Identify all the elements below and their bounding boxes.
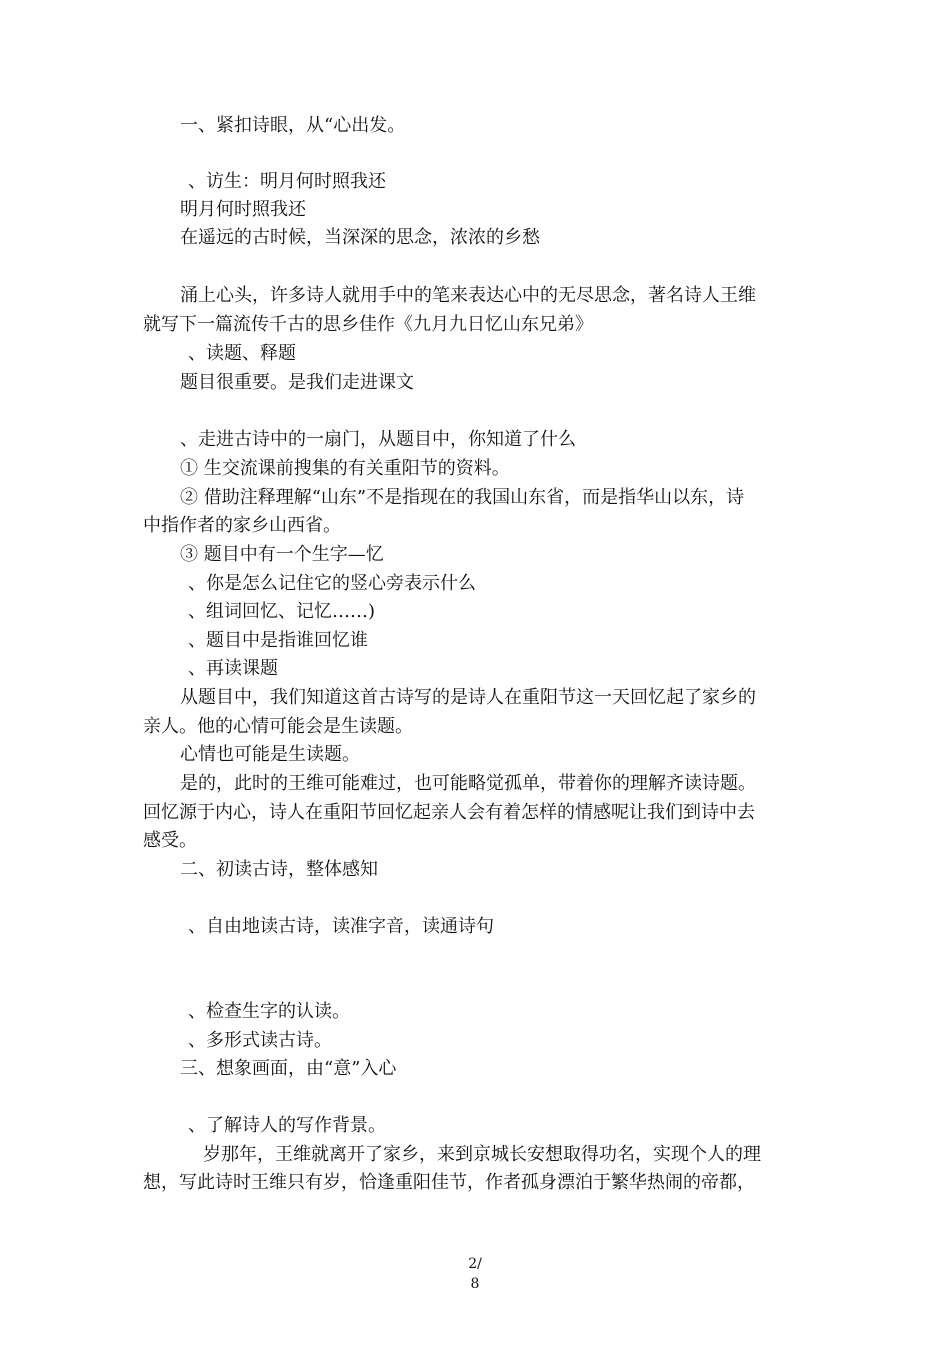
paragraph-line: 、走进古诗中的一扇门，从题目中，你知道了什么 <box>180 429 576 450</box>
paragraph-line: 亲人。他的心情可能会是生读题。 <box>143 716 413 737</box>
paragraph-line: 、再读课题 <box>188 658 278 679</box>
paragraph-line: 心情也可能是生读题。 <box>180 744 360 765</box>
paragraph-line: 从题目中，我们知道这首古诗写的是诗人在重阳节这一天回忆起了家乡的 <box>180 687 756 708</box>
heading-3: 三、想象画面，由“意”入心 <box>180 1058 397 1079</box>
paragraph-line: 、自由地读古诗，读准字音，读通诗句 <box>188 916 494 937</box>
paragraph-line: 、你是怎么记住它的竖心旁表示什么 <box>188 573 476 594</box>
paragraph-line: 回忆源于内心，诗人在重阳节回忆起亲人会有着怎样的情感呢让我们到诗中去 <box>143 802 755 823</box>
paragraph-line: 就写下一篇流传千古的思乡佳作《九月九日忆山东兄弟》 <box>143 314 593 335</box>
paragraph-line: 题目很重要。是我们走进课文 <box>180 372 414 393</box>
paragraph-line: 岁那年，王维就离开了家乡，来到京城长安想取得功名，实现个人的理 <box>203 1144 761 1165</box>
page-total: 8 <box>470 1276 480 1292</box>
paragraph-line: 想，写此诗时王维只有岁，恰逢重阳佳节，作者孤身漂泊于繁华热闹的帝都， <box>143 1172 755 1193</box>
paragraph-line: 是的，此时的王维可能难过，也可能略觉孤单，带着你的理解齐读诗题。 <box>180 773 756 794</box>
heading-1: 一、紧扣诗眼，从“心出发。 <box>180 115 406 136</box>
page-number: 2/ <box>468 1256 482 1272</box>
list-item: ③ 题目中有一个生字—忆 <box>180 544 384 565</box>
paragraph-line: 、题目中是指谁回忆谁 <box>188 630 368 651</box>
list-item: ② 借助注释理解“山东”不是指现在的我国山东省，而是指华山以东，诗 <box>180 487 745 508</box>
list-item: ① 生交流课前搜集的有关重阳节的资料。 <box>180 458 510 479</box>
paragraph-line: 中指作者的家乡山西省。 <box>143 515 341 536</box>
paragraph-line: 在遥远的古时候，当深深的思念，浓浓的乡愁 <box>180 227 540 248</box>
paragraph-line: 、读题、释题 <box>188 343 296 364</box>
paragraph-line: 涌上心头，许多诗人就用手中的笔来表达心中的无尽思念，著名诗人王维 <box>180 285 756 306</box>
paragraph-line: 、检查生字的认读。 <box>188 1001 350 1022</box>
paragraph-line: 、了解诗人的写作背景。 <box>188 1115 386 1136</box>
paragraph-line: 、访生：明月何时照我还 <box>188 171 386 192</box>
paragraph-line: 感受。 <box>143 830 197 851</box>
paragraph-line: 、多形式读古诗。 <box>188 1030 332 1051</box>
paragraph-line: 明月何时照我还 <box>180 199 306 220</box>
heading-2: 二、初读古诗，整体感知 <box>180 859 378 880</box>
paragraph-line: 、组词回忆、记忆……) <box>188 601 376 622</box>
